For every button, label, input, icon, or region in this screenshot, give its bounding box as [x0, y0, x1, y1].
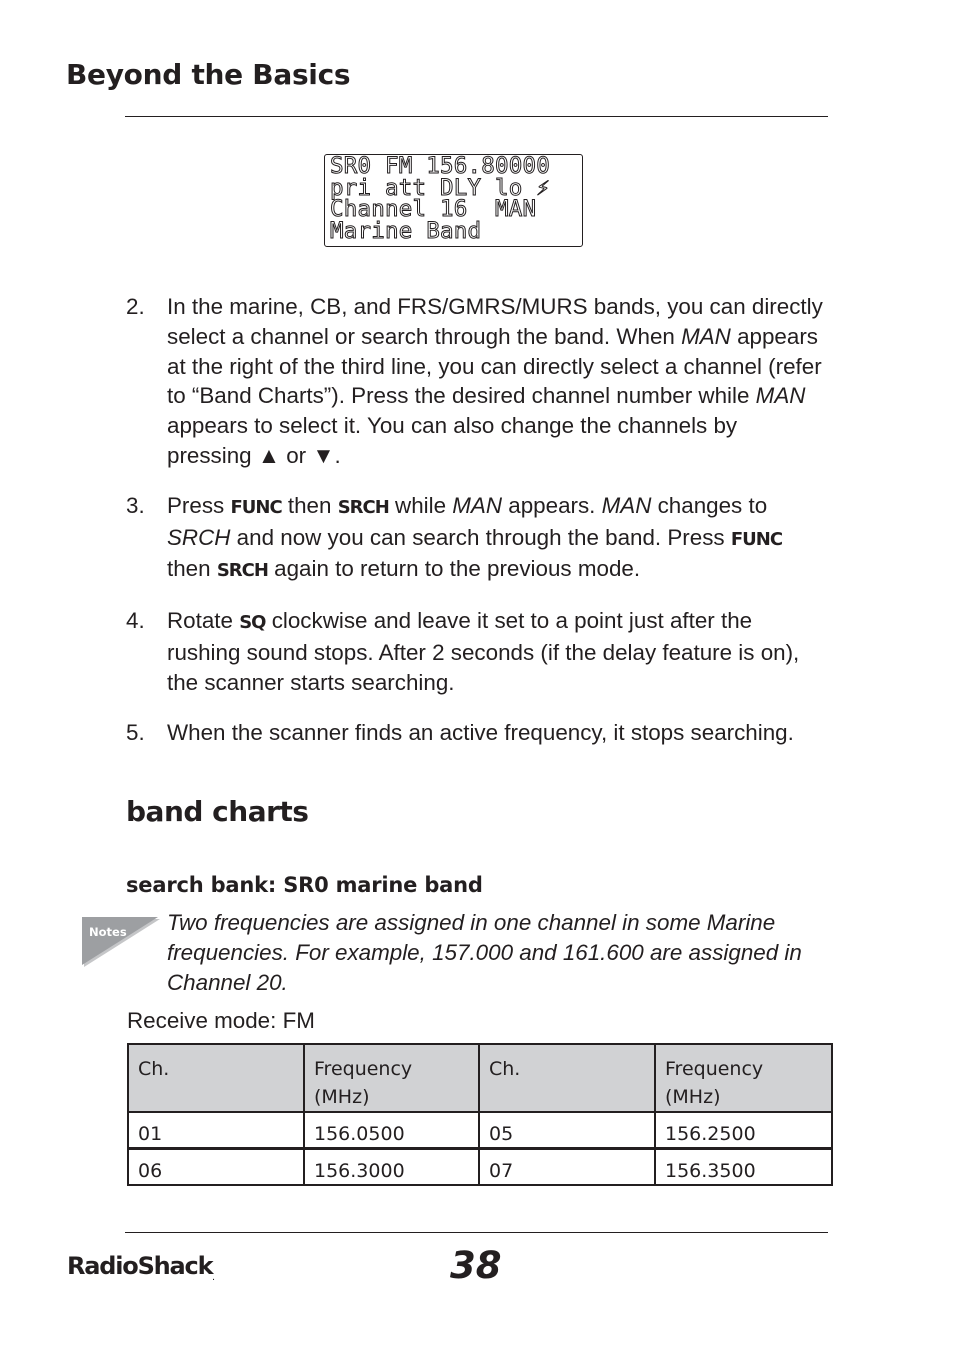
srch-term: SRCH	[167, 524, 231, 550]
man-term: MAN	[755, 383, 806, 409]
step-text: When the scanner finds an active frequency, it stops searching.	[167, 719, 794, 745]
table-cell: 05	[479, 1112, 655, 1149]
notes-icon	[80, 915, 164, 971]
table-row	[128, 1112, 832, 1149]
step-number: 2.	[126, 294, 145, 319]
header-divider	[125, 116, 828, 117]
column-header-channel: Ch.	[128, 1044, 304, 1112]
lcd-line-3: Channel 16 MAN	[330, 196, 537, 222]
step-4	[126, 606, 826, 697]
page-header-title: Beyond the Basics	[66, 58, 351, 91]
radioshack-logo	[67, 1252, 215, 1282]
step-text: changes to	[651, 492, 768, 518]
srch-key-label: SRCH	[337, 496, 389, 518]
step-text: again to return to the previous mode.	[267, 556, 641, 582]
column-header-channel: Ch.	[479, 1044, 655, 1112]
note-text: Two frequencies are assigned in one channel in some Marine frequencies. For example, 157.000 and 161.600 are assigned in Channel 20.	[167, 910, 802, 995]
step-text: In the marine, CB, and FRS/GMRS/MURS bands, you can directly select a channel or search through the band. When	[167, 294, 823, 349]
instruction-steps	[126, 292, 826, 767]
step-text: then	[167, 556, 217, 582]
footer-divider	[125, 1232, 828, 1233]
lcd-line-1: SR0 FM 156.80000	[330, 153, 550, 179]
table-row	[128, 1149, 832, 1186]
table-cell: 156.2500	[655, 1112, 832, 1149]
step-text: clockwise and leave it set to a point just after the rushing sound stops. After 2 seconds (if the delay feature is on), the scanner starts searching.	[167, 608, 800, 695]
page-number: 38	[450, 1244, 502, 1287]
man-term: MAN	[452, 492, 503, 518]
lcd-line-4: Marine Band	[330, 217, 482, 244]
column-header-frequency: Frequency (MHz)	[304, 1044, 479, 1112]
lcd-display	[324, 154, 583, 247]
column-header-frequency: Frequency (MHz)	[655, 1044, 832, 1112]
step-text: and now you can search through the band. Press	[230, 524, 731, 550]
step-number: 3.	[126, 492, 145, 518]
sq-knob-label: SQ	[239, 612, 266, 634]
step-number: 4.	[126, 608, 145, 634]
subsection-title: search bank: SR0 marine band	[126, 873, 483, 897]
step-5	[126, 718, 826, 748]
step-text: Press	[167, 492, 231, 518]
receive-mode: Receive mode: FM	[127, 1008, 315, 1033]
step-3	[126, 491, 826, 586]
step-text: appears to select it. You can also change the channels by pressing ▲ or ▼.	[167, 413, 738, 468]
step-2	[126, 292, 826, 471]
section-title: band charts	[126, 795, 309, 828]
step-text: then	[281, 492, 338, 518]
notes-icon-label: Notes	[89, 925, 127, 939]
brand-mark: .	[212, 1274, 215, 1282]
table-cell: 06	[128, 1149, 304, 1186]
func-key-label: FUNC	[230, 496, 282, 518]
lcd-line-2: pri att DLY lo ⚡	[330, 174, 550, 201]
func-key-label: FUNC	[730, 528, 783, 550]
table-header-row	[128, 1044, 832, 1112]
table-cell: 156.3500	[655, 1149, 832, 1186]
man-term: MAN	[681, 323, 731, 349]
step-text: appears.	[502, 492, 602, 518]
table-cell: 07	[479, 1149, 655, 1186]
table-cell: 156.3000	[304, 1149, 479, 1186]
srch-key-label: SRCH	[216, 560, 268, 582]
band-chart-table	[127, 1043, 833, 1186]
table-cell: 01	[128, 1112, 304, 1149]
step-text: appears at the right of the third line, you can directly select a channel (refer to “Band Charts”). Press the desired channel number while	[167, 323, 822, 409]
man-term: MAN	[601, 492, 652, 518]
step-text: Rotate	[167, 608, 240, 634]
step-number: 5.	[126, 719, 145, 745]
step-text: while	[388, 492, 453, 518]
brand-name: RadioShack	[67, 1252, 213, 1280]
table-cell: 156.0500	[304, 1112, 479, 1149]
